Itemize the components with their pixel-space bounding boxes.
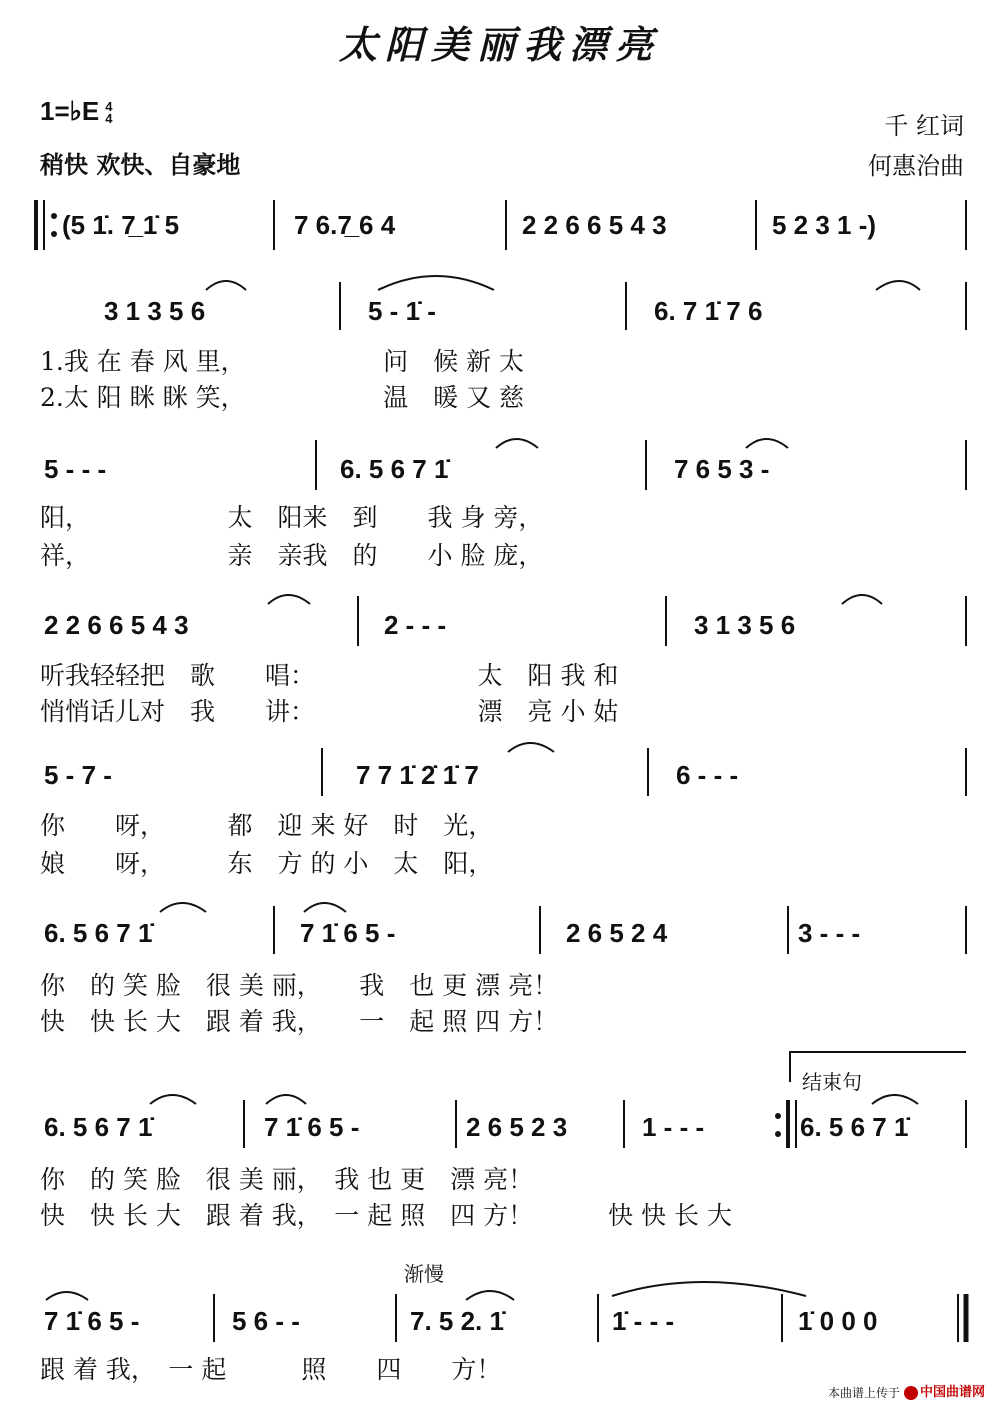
ritardando-mark: 渐慢	[404, 1262, 444, 1286]
system7-measure-4: 1̇ - - -	[612, 1306, 675, 1336]
site-name: 中国曲谱网	[920, 1385, 986, 1400]
intro-measure-1: (5 1̇. 7̲ 1̇ 5	[62, 210, 180, 240]
system5-measure-3: 2 6 5 2 4	[566, 918, 668, 948]
system2-measure-1: 5 - - -	[44, 454, 107, 484]
system4-verse1: 你 呀， 都 迎 来 好 时 光，	[40, 811, 494, 840]
system6-measure-1: 6. 5 6 7 1̇	[44, 1112, 153, 1142]
composer-credit: 何惠治曲	[868, 152, 964, 180]
system4-verse2: 娘 呀， 东 方 的 小 太 阳，	[40, 849, 494, 878]
slur	[842, 595, 882, 604]
system7-measure-2: 5 6 - -	[232, 1306, 300, 1336]
system1-measure-3: 6. 7 1̇ 7 6	[654, 296, 763, 326]
intro-measure-4: 5 2 3 1 -)	[772, 210, 877, 240]
system7-measure-3: 7. 5 2. 1̇	[410, 1306, 504, 1336]
time-signature	[105, 101, 112, 125]
system2-verse2: 祥， 亲 亲我 的 小 脸 庞，	[40, 541, 544, 570]
slur	[46, 1292, 88, 1300]
slur	[160, 903, 206, 912]
system1-measure-2: 5 - 1̇ -	[368, 296, 436, 326]
time-signature-bottom: 4	[105, 111, 113, 127]
system5-measure-2: 7 1̇ 6 5 -	[300, 918, 396, 948]
system6-verse1: 你 的 笑 脸 很 美 丽， 我 也 更 漂 亮！	[40, 1165, 534, 1194]
slur	[508, 743, 554, 752]
upload-note: 本曲谱上传于	[827, 1386, 900, 1400]
system7-verse1: 跟 着 我， 一 起 照 四 方！	[40, 1355, 502, 1384]
site-logo-icon	[904, 1386, 918, 1400]
system3-verse1: 听我轻轻把 歌 唱： 太 阳 我 和	[40, 661, 619, 690]
slur	[206, 281, 246, 290]
system6-verse2: 快 快 长 大 跟 着 我， 一 起 照 四 方！ 快 快 长 大	[40, 1201, 732, 1230]
system4-measure-3: 6 - - -	[676, 760, 739, 790]
system1-measure-1: 3 1 3 5 6	[104, 296, 206, 326]
system6-measure-4: 1 - - -	[642, 1112, 705, 1142]
slur	[746, 439, 788, 448]
slur	[268, 595, 310, 604]
slur	[496, 439, 538, 448]
tie	[612, 1282, 806, 1296]
system3-measure-1: 2 2 6 6 5 4 3	[44, 610, 189, 640]
system4-measure-1: 5 - 7 -	[44, 760, 112, 790]
system1-verse2: 2.太 阳 眯 眯 笑， 温 暖 又 慈	[40, 383, 525, 412]
site-logo	[904, 1381, 985, 1400]
slur	[466, 1291, 514, 1300]
system3-measure-2: 2 - - -	[384, 610, 447, 640]
slur	[876, 281, 920, 290]
system3-verse2: 悄悄话儿对 我 讲： 漂 亮 小 姑	[40, 697, 619, 726]
system1-verse1: 1.我 在 春 风 里， 问 候 新 太	[40, 347, 525, 376]
intro-measure-2: 7 6.7̲ 6 4	[294, 210, 396, 240]
system3-measure-3: 3 1 3 5 6	[694, 610, 796, 640]
system6-measure-2: 7 1̇ 6 5 -	[264, 1112, 360, 1142]
system2-measure-3: 7 6 5 3 -	[674, 454, 770, 484]
slur	[266, 1095, 306, 1104]
system6-measure-3: 2 6 5 2 3	[466, 1112, 568, 1142]
system2-measure-2: 6. 5 6 7 1̇	[340, 454, 449, 484]
intro-measure-3: 2 2 6 6 5 4 3	[522, 210, 667, 240]
tie	[378, 276, 494, 290]
system2-verse1: 阳， 太 阳来 到 我 身 旁，	[40, 503, 544, 532]
song-title: 太阳美丽我漂亮	[338, 22, 661, 67]
system5-verse1: 你 的 笑 脸 很 美 丽， 我 也 更 漂 亮！	[40, 971, 559, 1000]
slur	[150, 1095, 196, 1104]
key-text: 1=♭E	[40, 96, 100, 126]
system7-measure-5: 1̇ 0 0 0	[798, 1306, 878, 1336]
key-signature	[40, 96, 112, 127]
system7-measure-1: 7 1̇ 6 5 -	[44, 1306, 140, 1336]
time-signature-top: 4	[105, 99, 113, 115]
lyricist-credit: 千 红词	[884, 112, 964, 140]
system5-measure-1: 6. 5 6 7 1̇	[44, 918, 153, 948]
slur	[872, 1095, 918, 1104]
system6-measure-5: 6. 5 6 7 1̇	[800, 1112, 909, 1142]
system4-measure-2: 7 7 1̇ 2̇ 1̇ 7	[356, 760, 479, 790]
tempo-marking: 稍快 欢快、自豪地	[40, 151, 241, 179]
system5-measure-4: 3 - - -	[798, 918, 861, 948]
ending-label: 结束句	[802, 1070, 862, 1094]
slur	[304, 903, 346, 912]
system5-verse2: 快 快 长 大 跟 着 我， 一 起 照 四 方！	[40, 1007, 559, 1036]
